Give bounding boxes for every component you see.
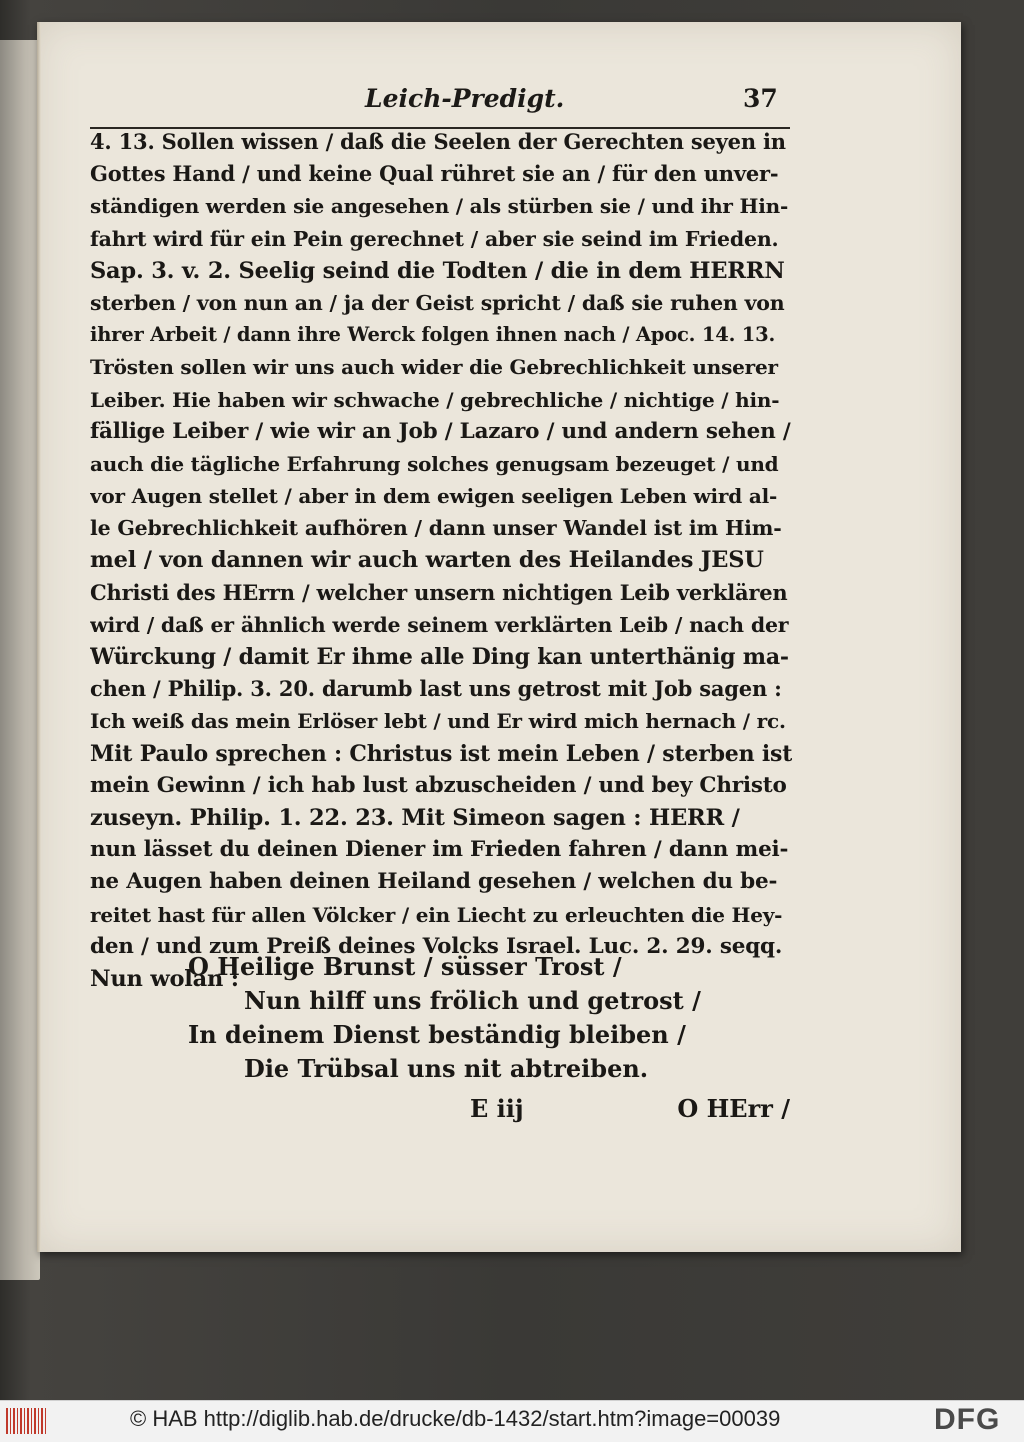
dfg-logo: DFG — [934, 1403, 1001, 1436]
text-line: Sap. 3. v. 2. Seelig seind die Todten / die in dem HERRN — [90, 257, 785, 284]
text-line: Leiber. Hie haben wir schwache / gebrechliche / nichtige / hin- — [90, 387, 780, 412]
catchword: O HErr / — [677, 1094, 790, 1123]
text-line: reitet hast für allen Völcker / ein Liecht zu erleuchten die Hey- — [90, 902, 783, 927]
text-line: chen / Philip. 3. 20. darumb last uns getrost mit Job sagen : — [90, 676, 782, 702]
text-line: Trösten sollen wir uns auch wider die Gebrechlichkeit unserer — [90, 355, 778, 380]
text-line: 4. 13. Sollen wissen / daß die Seelen der Gerechten seyen in — [90, 129, 786, 154]
text-line: fahrt wird für ein Pein gerechnet / aber sie seind im Frieden. — [90, 226, 779, 251]
previous-page-edge — [0, 40, 40, 1280]
page-footer-marks — [470, 1094, 790, 1130]
text-line: Mit Paulo sprechen : Christus ist mein Leben / sterben ist — [90, 740, 792, 767]
text-line: auch die tägliche Erfahrung solches genugsam bezeuget / und — [90, 451, 779, 476]
text-line: ständigen werden sie angesehen / als stürben sie / und ihr Hin- — [90, 194, 789, 219]
text-line: mel / von dannen wir auch warten des Heilandes JESU — [90, 547, 764, 574]
text-line: ihrer Arbeit / dann ihre Werck folgen ihnen nach / Apoc. 14. 13. — [90, 323, 776, 347]
verse-line: Die Trübsal uns nit abtreiben. — [244, 1054, 649, 1083]
text-line: fällige Leiber / wie wir an Job / Lazaro / und andern sehen / — [90, 418, 791, 444]
sermon-body-text — [90, 126, 792, 995]
page-number: 37 — [743, 84, 778, 113]
hymn-verse — [188, 950, 788, 1086]
text-line: wird / daß er ähnlich werde seinem verklärten Leib / nach der — [90, 612, 789, 637]
verse-line: O Heilige Brunst / süsser Trost / — [188, 952, 622, 981]
text-line: Gottes Hand / und keine Qual rühret sie an / für den unver- — [90, 161, 779, 187]
copyright-link[interactable]: © HAB http://diglib.hab.de/drucke/db-1432/start.htm?image=00039 — [130, 1406, 781, 1431]
text-line: mein Gewinn / ich hab lust abzuscheiden / und bey Christo — [90, 772, 787, 798]
text-line: den / und zum Preiß deines Volcks Israel. Luc. 2. 29. seqq. — [90, 933, 783, 959]
page-gutter — [37, 22, 41, 1252]
text-line: Ich weiß das mein Erlöser lebt / und Er wird mich hernach / rc. — [90, 709, 786, 734]
text-line: Würckung / damit Er ihme alle Ding kan unterthänig ma- — [90, 644, 789, 670]
text-line: zuseyn. Philip. 1. 22. 23. Mit Simeon sagen : HERR / — [90, 804, 740, 831]
barcode-icon — [6, 1408, 48, 1434]
text-line: ne Augen haben deinen Heiland gesehen / welchen du be- — [90, 869, 778, 895]
verse-line: In deinem Dienst beständig bleiben / — [188, 1020, 686, 1049]
verse-line: Nun hilff uns frölich und getrost / — [244, 986, 701, 1015]
running-title: Leich-Predigt. — [365, 84, 565, 113]
text-line: Christi des HErrn / welcher unsern nichtigen Leib verklären — [90, 579, 788, 605]
text-line: sterben / von nun an / ja der Geist spricht / daß sie ruhen von — [90, 290, 785, 315]
signature-mark: E iij — [470, 1094, 524, 1123]
text-line: Nun wolan : — [90, 965, 239, 992]
running-header — [365, 84, 795, 124]
text-line: nun lässet du deinen Diener im Frieden fahren / dann mei- — [90, 837, 789, 863]
text-line: le Gebrechlichkeit aufhören / dann unser Wandel ist im Him- — [90, 516, 782, 541]
text-line: vor Augen stellet / aber in dem ewigen seeligen Leben wird al- — [90, 484, 778, 509]
